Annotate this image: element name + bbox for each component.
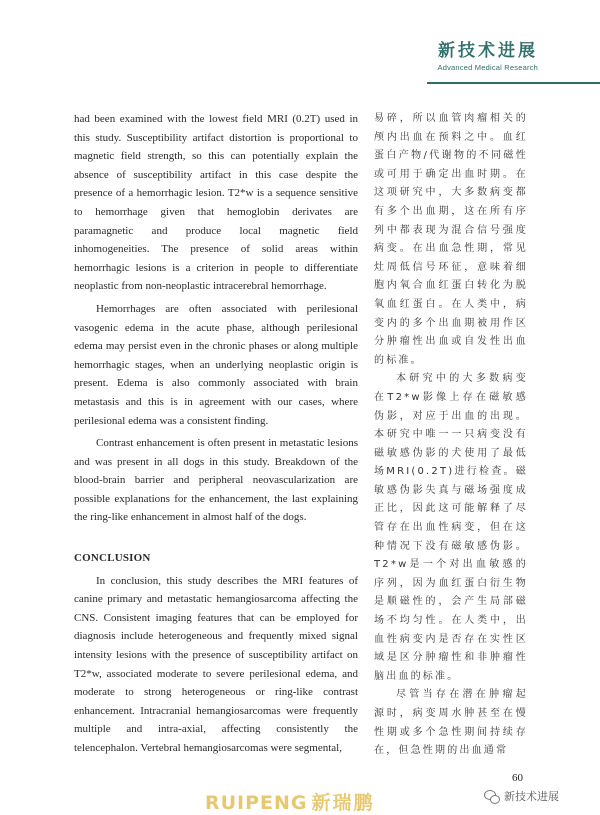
chinese-column	[374, 110, 528, 761]
wechat-account	[484, 788, 559, 804]
journal-subtitle: Advanced Medical Research	[437, 63, 538, 72]
header-rule	[427, 82, 600, 84]
paragraph: In conclusion, this study describes the MRI features of canine primary and metastatic hemangiosarcoma affecting the CNS. Consistent imaging features that can be employed for diagnosis include heterogeneous and frequently mixed signal intensity lesions with the presence of susceptibility artifact on T2*w, associated moderate to severe perilesional edema, and moderate to strong heterogeneous or ring-like contrast enhancement. Intracranial hemangiosarcomas were frequently multiple and intra-axial, affecting consistently the telencephalon. Vertebral hemangiosarcomas were segmental,	[74, 574, 358, 754]
paragraph: 尽管当存在潜在肿瘤起源时，病变周水肿甚至在慢性期或多个急性期间持续存在，但急性期的出血通常	[374, 689, 528, 757]
logo-latin: RUIPENG	[205, 792, 308, 814]
paragraph: Hemorrhages are often associated with perilesional vasogenic edema in the acute phase, although perilesional edema may persist even in the chronic phases or along multiple hemorrhagic stages, when an underlying neoplastic origin is present. Edema is also commonly associated with brain metastasis and this is in agreement with our cases, where perilesional edema was a consistent finding.	[74, 302, 358, 427]
section-heading: CONCLUSION	[74, 552, 151, 565]
logo-chinese: 新瑞鹏	[311, 792, 375, 814]
paragraph: 易碎，所以血管肉瘤相关的颅内出血在预料之中。血红蛋白产物/代谢物的不同磁性或可用于确定出血时期。在这项研究中，大多数病变都有多个出血期，这在所有序列中都表现为混合信号强度病变。在出血急性期，常见灶周低信号环征，意味着细胞内氧合血红蛋白转化为脱氧血红蛋白。在人类中，病变内的多个出血期被用作区分肿瘤性出血或自发性出血的标准。	[374, 113, 528, 366]
paragraph: had been examined with the lowest field MRI (0.2T) used in this study. Susceptibility artifact distortion is proportional to magnetic field strength, so this can potentially explain the absence of susceptibility artifact in this case despite the presence of a hemorrhagic lesion. T2*w is a sequence sensitive to hemorrhage given that hemoglobin derivates are paramagnetic and produce local magnetic field inhomogeneities. The presence of solid areas within hemorrhagic lesions is a criterion in people to differentiate neoplastic from non-neoplastic intracerebral hemorrhage.	[74, 113, 358, 293]
paragraph: Contrast enhancement is often present in metastatic lesions and was present in all dogs in this study. Breakdown of the blood-brain barrier and peripheral neovascularization are possible explanations for the enhancement, the last explaining the ring-like enhancement in almost half of the dogs.	[74, 437, 358, 524]
page-number: 60	[512, 772, 523, 784]
wechat-icon	[484, 790, 500, 803]
paragraph: 本研究中的大多数病变在T2*w影像上存在磁敏感伪影，对应于出血的出现。本研究中唯一一只病变没有磁敏感伪影的犬使用了最低场MRI(0.2T)进行检查。磁敏感伪影失真与磁场强度成正比，因此这可能解释了尽管存在出血性病变，但在这种情况下没有磁敏感伪影。T2*w是一个对出血敏感的序列，因为血红蛋白衍生物是顺磁性的，会产生局部磁场不均匀性。在人类中，出血性病变内是否存在实性区域是区分肿瘤性和非肿瘤性脑出血的标准。	[374, 373, 528, 682]
footer-logo	[205, 788, 375, 815]
wechat-label: 新技术进展	[504, 790, 559, 803]
header	[438, 36, 538, 72]
journal-title: 新技术进展	[438, 41, 538, 61]
english-column	[74, 110, 358, 758]
